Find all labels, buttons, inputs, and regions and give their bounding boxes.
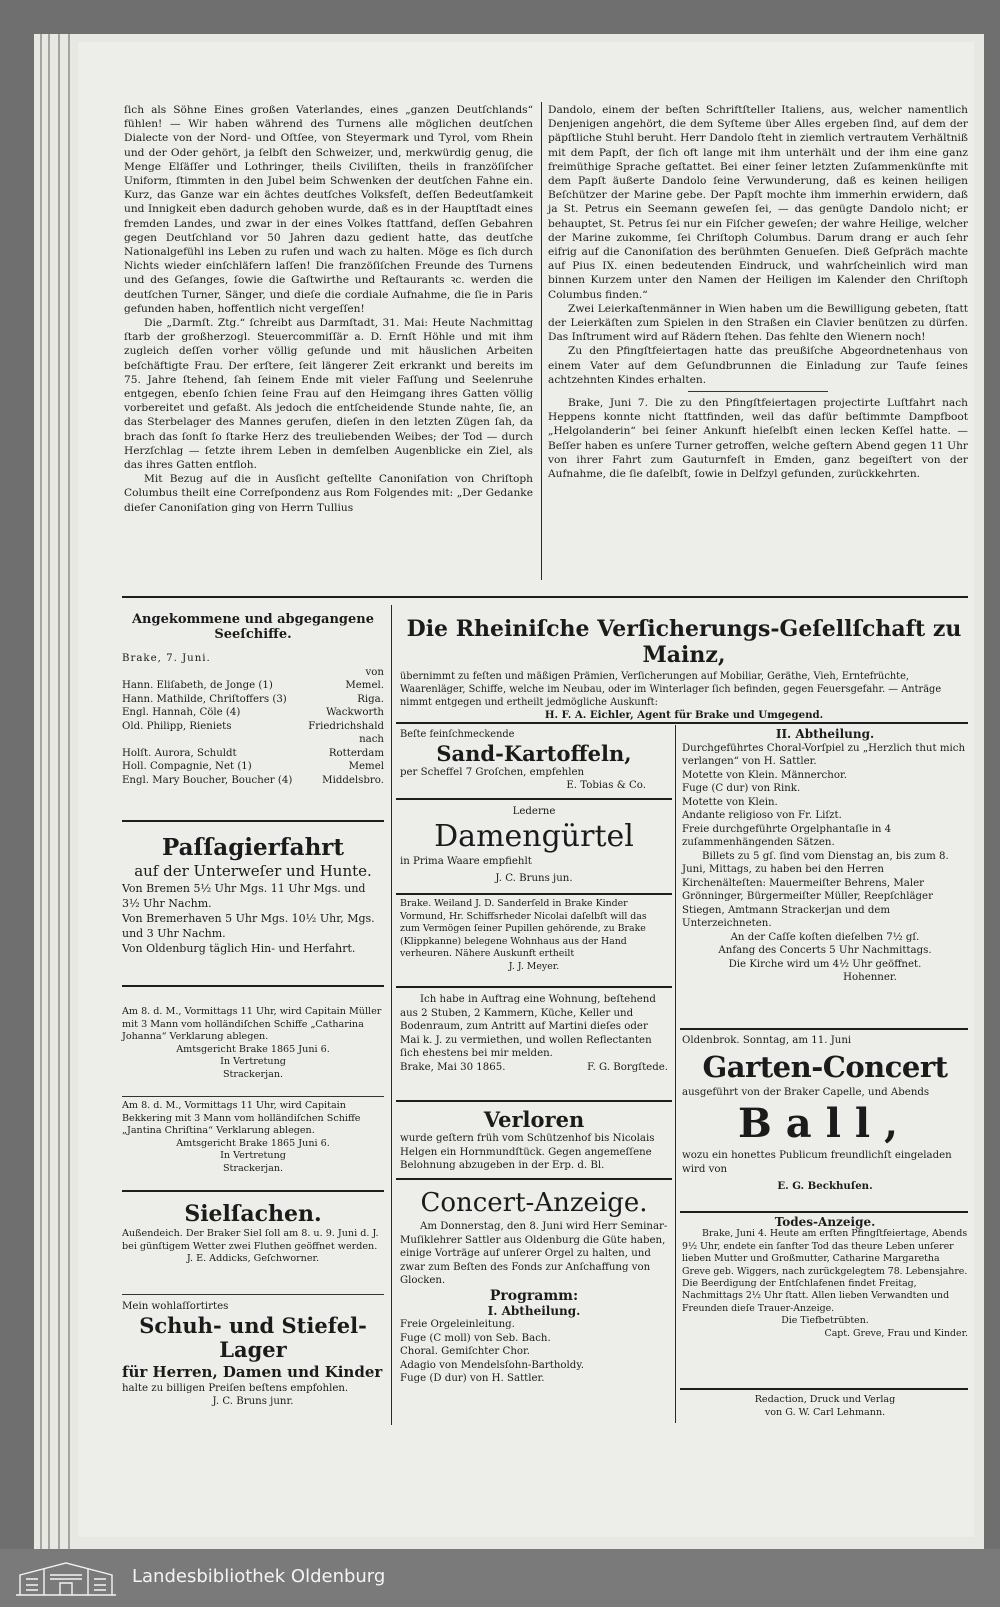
article-paragraph: ſich als Söhne Eines großen Vaterlandes, eines „ganzen Deutſchlands“ fühlen! — Wir haben während des Turnens alle möglichen deutſchen Dialecte von der Nord- und Oſtſee, von Steyermark und Tyrol, vom Rhein und der Oder gehört, ja ſelbſt den Schweizer, und, merkwürdig genug, die Menge Elſäſſer und Lothringer, theils Civiliſten, theils in franzöſiſcher Uniform, ſtimmten in den Jubel beim Schwenken der deutſchen Fahne ein. Kurz, das Ganze war ein ächtes deutſches Volksfeſt, deſſen Bedeutſamkeit und Innigkeit eben dadurch gehoben wurde, daß es in der Hauptſtadt eines fremden Landes, und zwar in der eines Volkes ſtattfand, deſſen Gebahren gegen Deutſchland vor 50 Jahren dazu gedient hatte, das deutſche Nationalgefühl ins Leben zu rufen und wach zu halten. Möge es ſich durch Nichts wieder einſchläfern laſſen! Die franzöſiſchen Freunde des Turnens und des Geſanges, ſowie die Gaſtwirthe und Reſtaurants ꝛc. werden die deutſchen Turner, Sänger, und dieſe die cordiale Aufnahme, die ſie in Paris gefunden haben, hoffentlich nicht vergeſſen! bbox=[124, 104, 533, 315]
apartment-sign: F. G. Borgſtede. bbox=[587, 1061, 668, 1073]
separator bbox=[688, 391, 828, 392]
death-mourners: Die Tiefbetrübten. bbox=[781, 1315, 869, 1327]
ad-rule bbox=[396, 798, 672, 800]
potatoes-ad bbox=[400, 728, 668, 793]
ship-name: Holl. Compagnie, Net (1) bbox=[122, 761, 252, 772]
ship-name: Hann. Mathilde, Chriſtoffers (3) bbox=[122, 693, 287, 705]
ship-row bbox=[122, 679, 384, 693]
shoes-sign: J. C. Bruns junr. bbox=[212, 1396, 294, 1407]
death-text: Brake, Juni 4. Heute am erſten Pfingſtfeiertage, Abends 9½ Uhr, endete ein ſanfter Tod das theure Leben unſerer lieben Mutter und Großmutter, Catharine Margaretha Greve geb. Wiggers, nach zurückgelegtem 78. Lebensjahre. Die Beerdigung der Entſchlafenen findet Freitag, Nachmittags 2½ Uhr ſtatt. Allen lieben Verwandten und Freunden dieſe Trauer-Anzeige. bbox=[682, 1228, 968, 1314]
sielsachen-text: Außendeich. Der Braker Siel ſoll am 8. u. 9. Juni d. J. bei günſtigem Wetter zwei Fluthen geöffnet werden. bbox=[122, 1228, 379, 1252]
ad-rule bbox=[122, 1294, 384, 1295]
ship-name: Engl. Mary Boucher, Boucher (4) bbox=[122, 774, 293, 786]
death-names: Capt. Greve, Frau und Kinder. bbox=[824, 1327, 968, 1339]
guardian-sign: J. J. Meyer. bbox=[508, 960, 560, 972]
insurance-ad bbox=[400, 616, 968, 723]
concert-start: Anfang des Concerts 5 Uhr Nachmittags. bbox=[718, 945, 932, 956]
belts-text: in Prima Waare empfiehlt bbox=[400, 855, 532, 867]
concert-item: Freie durchgeführte Orgelphantaſie in 4 zuſammenhängenden Sätzen. bbox=[682, 823, 892, 848]
ad-rule bbox=[396, 893, 672, 895]
garden-concert-ad bbox=[682, 1034, 968, 1194]
notice-court: Amtsgericht Brake 1865 Juni 6. bbox=[176, 1043, 330, 1055]
garden-date: Oldenbrok. Sonntag, am 11. Juni bbox=[682, 1035, 852, 1046]
section-rule bbox=[122, 596, 968, 598]
concert-door: An der Caſſe koſten dieſelben 7½ gſ. bbox=[730, 931, 920, 943]
ad-rule bbox=[396, 1100, 672, 1102]
ship-row bbox=[122, 774, 384, 788]
sielsachen-ad bbox=[122, 1200, 384, 1266]
concert-ad-continued bbox=[682, 728, 968, 985]
ship-row bbox=[122, 747, 384, 761]
concert-item: Fuge (D dur) von H. Sattler. bbox=[400, 1373, 545, 1384]
ship-port: Friedrichshald bbox=[308, 720, 384, 732]
ad-rule bbox=[122, 1190, 384, 1192]
notice-rep: In Vertretung bbox=[220, 1056, 286, 1067]
concert-item: Fuge (C dur) von Rink. bbox=[682, 783, 801, 794]
apartment-date: Brake, Mai 30 1865. bbox=[400, 1061, 506, 1073]
concert-text: Am Donnerstag, den 8. Juni wird Herr Seminar-Muſiklehrer Sattler aus Oldenburg die Güte haben, einige Vorträge auf unſerer Orgel zu halten, und zwar zum Beſten des Fonds zur Anſchaffung von Glocken. bbox=[400, 1221, 668, 1286]
article-paragraph: Zu den Pfingſtfeiertagen hatte das preußiſche Abgeordnetenhaus von einem Vater auf dem Geſundbrunnen die Einladung zur Taufe ſeines achtzehnten Kindes erhalten. bbox=[548, 345, 968, 386]
concert-tickets: Billets zu 5 gſ. ſind vom Dienstag an, bis zum 8. Juni, Mittags, zu haben bei den Herren Kirchenälteſten: Mauermeiſter Behrens, Maler Grönninger, Bürgermeiſter Müller, Reepſchläger Stiegen, Amtmann Strackerjan und dem Unterzeichneten. bbox=[682, 850, 949, 929]
ship-row bbox=[122, 706, 384, 720]
garden-title: Garten-Concert bbox=[702, 1049, 948, 1084]
potatoes-text: per Scheffel 7 Groſchen, empfehlen bbox=[400, 766, 585, 778]
column-divider bbox=[675, 725, 676, 1423]
insurance-text: übernimmt zu feſten und mäßigen Prämien, Verſicherungen auf Mobiliar, Geräthe, Vieh, Erntefrüchte, Waarenläger, Schiffe, welche im Neubau, oder im Winterlager ſich befinden, gegen Feuersgefahr. — Anträge nimmt entgegen und ertheilt jedmögliche Auskunft: bbox=[400, 671, 942, 708]
shoes-intro: Mein wohlaſſortirtes bbox=[122, 1301, 229, 1312]
concert-item: Choral. Gemiſchter Chor. bbox=[400, 1346, 530, 1357]
concert-item: Andante religioso von Fr. Liſzt. bbox=[682, 810, 842, 821]
concert-sign: Hohenner. bbox=[843, 972, 897, 983]
page-edge bbox=[48, 34, 50, 1549]
ad-rule bbox=[680, 1388, 968, 1390]
garden-ball: Ball, bbox=[737, 1100, 913, 1147]
notice-name: Strackerjan. bbox=[222, 1162, 284, 1174]
article-paragraph: Brake, Juni 7. Die zu den Pfingſtfeiertagen projectirte Luſtfahrt nach Heppens konnte nicht ſtattfinden, weil das dafür beſtimmte Dampfboot „Helgolanderin“ bei ſeiner Ankunft hieſelbſt einen lecken Keſſel hatte. — Beſſer haben es unſere Turner getroffen, welche geſtern Abend gegen 11 Uhr von ihrer Fahrt zum Gauturnfeſt in Emden, ganz begeiſtert von der Aufnahme, die ſie daſelbſt, ſowie in Delfzyl gefunden, zurückkehrten. bbox=[548, 397, 968, 481]
article-paragraph: Zwei Leierkaſtenmänner in Wien haben um die Bewilligung gebeten, ſtatt der Leierkäſten zum Spielen in den Straßen ein Clavier benützen zu dürfen. Das Inſtrument wird auf Rädern ſtehen. Das fehlte den Wienern noch! bbox=[548, 302, 968, 344]
concert-title: Concert-Anzeige. bbox=[420, 1188, 648, 1218]
ad-rule bbox=[680, 1211, 968, 1213]
insurance-sign: H. F. A. Eichler, Agent für Brake und Umgegend. bbox=[544, 709, 824, 721]
ships-date: Brake, 7. Juni. bbox=[122, 653, 211, 664]
notice-text: Am 8. d. M., Vormittags 11 Uhr, wird Capitain Bekkering mit 3 Mann vom holländiſchen Schiffe „Jantina Chriſtina“ Verklarung ablegen. bbox=[122, 1100, 361, 1136]
garden-sign: E. G. Beckhuſen. bbox=[777, 1180, 873, 1192]
notice-text: Am 8. d. M., Vormittags 11 Uhr, wird Capitain Müller mit 3 Mann vom holländiſchen Schiffe „Catharina Johanna“ Verklarung ablegen. bbox=[122, 1006, 382, 1042]
concert-part1: I. Abtheilung. bbox=[487, 1303, 581, 1318]
passenger-line: Von Oldenburg täglich Hin- und Herfahrt. bbox=[122, 942, 356, 955]
notice-court: Amtsgericht Brake 1865 Juni 6. bbox=[176, 1137, 330, 1149]
concert-part2: II. Abtheilung. bbox=[775, 727, 875, 741]
insurance-title: Die Rheiniſche Verſicherungs-Geſellſchaft zu Mainz, bbox=[406, 616, 962, 668]
sielsachen-title: Sielſachen. bbox=[184, 1201, 322, 1227]
concert-programm: Programm: bbox=[489, 1287, 579, 1304]
death-title: Todes-Anzeige. bbox=[774, 1215, 876, 1229]
ad-rule bbox=[396, 722, 968, 724]
column-divider bbox=[391, 605, 392, 1425]
ship-port: Middelsbro. bbox=[322, 774, 384, 786]
notice-name: Strackerjan. bbox=[222, 1068, 284, 1080]
potatoes-intro: Beſte feinſchmeckende bbox=[400, 729, 515, 740]
imprint-line: von G. W. Carl Lehmann. bbox=[764, 1406, 886, 1418]
ships-title: Angekommene und abgegangene Seeſchiffe. bbox=[131, 612, 375, 642]
ships-nach: nach bbox=[359, 734, 384, 745]
ad-rule bbox=[122, 985, 384, 987]
notice-rep: In Vertretung bbox=[220, 1150, 286, 1161]
ad-rule bbox=[680, 1028, 968, 1030]
ship-name: Engl. Hannah, Cöle (4) bbox=[122, 707, 241, 718]
belts-intro: Lederne bbox=[512, 806, 556, 817]
passenger-title: Paſſagierfahrt bbox=[161, 834, 345, 861]
shoes-title: Schuh- und Stiefel-Lager bbox=[139, 1312, 367, 1362]
article-paragraph: Dandolo, einem der beſten Schriftſteller Italiens, aus, welcher namentlich Denjenigen angehört, die dem Syſteme über Alles ergeben ſind, auf dem der päpſtliche Stuhl beruht. Herr Dandolo ſteht in ziemlich vertrautem Verhältniß mit dem Papſt, der ſich oft lange mit ihm unterhält und der ihm eine ganz freimüthige Sprache geſtattet. Bei einer ſeiner letzten Zuſammenkünfte mit dem Papſt äußerte Dandolo ſeine Verwunderung, daß es keinen heiligen Beſchützer der Marine gebe. Der Papſt mochte ihm immerhin erwidern, daß ja St. Petrus ein Seemann geweſen ſei, — das genügte Dandolo nicht; er behauptet, St. Petrus ſei nur ein Fiſcher geweſen; der wahre Heilige, welcher der Marine zukomme, ſei Chriſtoph Columbus. Darum drang er auch ſehr eifrig auf die Canoniſation des berühmten Genueſen. Dieß Geſpräch machte auf Pius IX. einen bedeutenden Eindruck, und wahrſcheinlich wird man binnen Kurzem unter den Namen der Heiligen im Kalender den Chriſtoph Columbus finden.“ bbox=[548, 104, 968, 301]
library-building-icon bbox=[14, 1559, 118, 1597]
concert-item: Motette von Klein. Männerchor. bbox=[682, 769, 847, 781]
page-edge bbox=[40, 34, 42, 1549]
belts-title: Damengürtel bbox=[434, 818, 634, 854]
potatoes-title: Sand-Kartoffeln, bbox=[436, 740, 632, 766]
concert-item: Durchgeführtes Choral-Vorſpiel zu „Herzlich thut mich verlangen“ von H. Sattler. bbox=[682, 742, 966, 767]
apartment-ad bbox=[400, 993, 668, 1074]
shoes-sub: für Herren, Damen und Kinder bbox=[122, 1362, 383, 1381]
concert-church: Die Kirche wird um 4½ Uhr geöffnet. bbox=[728, 958, 922, 970]
ad-rule bbox=[122, 1096, 384, 1097]
passenger-subtitle: auf der Unterweſer und Hunte. bbox=[134, 862, 372, 880]
ship-port: Riga. bbox=[357, 693, 384, 705]
concert-item: Motette von Klein. bbox=[682, 796, 778, 808]
concert-ad bbox=[400, 1186, 668, 1386]
passenger-ad bbox=[122, 834, 384, 956]
ship-port: Wackworth bbox=[326, 707, 384, 718]
library-footer bbox=[0, 1549, 1000, 1607]
court-notice-2 bbox=[122, 1100, 384, 1175]
ad-rule bbox=[122, 820, 384, 822]
ship-row bbox=[122, 760, 384, 774]
ship-port: Rotterdam bbox=[328, 747, 384, 759]
article-column-right bbox=[548, 103, 968, 481]
ad-rule bbox=[396, 986, 672, 988]
page-edge bbox=[58, 34, 60, 1549]
column-divider bbox=[541, 102, 542, 580]
article-column-left bbox=[124, 103, 533, 515]
death-notice bbox=[682, 1216, 968, 1340]
concert-item: Fuge (C moll) von Seb. Bach. bbox=[400, 1332, 551, 1344]
shoes-ad bbox=[122, 1300, 384, 1409]
lost-title: Verloren bbox=[483, 1107, 585, 1132]
article-paragraph: Die „Darmſt. Ztg.“ ſchreibt aus Darmſtadt, 31. Mai: Heute Nachmittag ſtarb der großherzogl. Steuercommiſſär a. D. Ernſt Höhle und mit ihm zugleich deſſen vorher völlig geſunde und mit häuslichen Arbeiten beſchäftigte Frau. Der erſtere, ſeit längerer Zeit erkrankt und bereits im 75. Jahre ſtehend, ſah ſeinem Ende mit vieler Faſſung und Seelenruhe entgegen, ebenſo ſchien ſeine Frau auf den Heimgang ihres Gatten völlig vorbereitet und gefaßt. Als jedoch die entſcheidende Stunde nahte, ſie, an das Sterbelager des Mannes gerufen, dieſen in den letzten Zügen ſah, da brach das ſonſt ſo ſtarke Herz des treuliebenden Weibes; der Tod — durch Herzſchlag — ſetzte ihrem Leben in demſelben Augenblicke ein Ziel, als das ihres Gatten entfloh. bbox=[124, 317, 533, 472]
ship-port: Memel. bbox=[345, 680, 384, 691]
ad-rule bbox=[396, 1178, 672, 1180]
guardian-notice bbox=[400, 898, 668, 974]
ship-row bbox=[122, 720, 384, 734]
ship-name: Old. Philipp, Rieniets bbox=[122, 720, 232, 732]
imprint-line: Redaction, Druck und Verlag bbox=[754, 1394, 896, 1405]
apartment-footer bbox=[400, 1061, 668, 1075]
passenger-line: Von Bremen 5½ Uhr Mgs. 11 Uhr Mgs. und 3½ Uhr Nachm. bbox=[122, 882, 366, 910]
garden-text: ausgeführt von der Braker Capelle, und Abends bbox=[682, 1086, 930, 1098]
ships-von: von bbox=[365, 666, 384, 678]
belts-ad bbox=[400, 805, 668, 886]
belts-sign: J. C. Bruns jun. bbox=[495, 873, 573, 884]
imprint bbox=[682, 1394, 968, 1419]
ships-notice bbox=[122, 612, 384, 787]
lost-text: wurde geſtern früh vom Schützenhof bis Nicolais Helgen ein Hornmundſtück. Gegen angemeſſene Belohnung abzugeben in der Erp. d. Bl. bbox=[400, 1133, 655, 1171]
apartment-text: Ich habe in Auftrag eine Wohnung, beſtehend aus 2 Stuben, 2 Kammern, Küche, Keller und Bodenraum, zum Antritt auf Martini dieſes oder Mai k. J. zu vermiethen, und wollen Reflectanten ſich ehestens bei mir melden. bbox=[400, 994, 656, 1059]
page-edge bbox=[68, 34, 70, 1549]
passenger-line: Von Bremerhaven 5 Uhr Mgs. 10½ Uhr, Mgs. und 3 Uhr Nachm. bbox=[122, 912, 375, 940]
court-notice-1 bbox=[122, 1006, 384, 1081]
potatoes-sign: E. Tobias & Co. bbox=[566, 780, 646, 791]
garden-invite: wozu ein honettes Publicum freundlichſt eingeladen wird von bbox=[682, 1150, 952, 1175]
sielsachen-sign: J. E. Addicks, Geſchworner. bbox=[186, 1253, 320, 1264]
concert-item: Adagio von Mendelsſohn-Bartholdy. bbox=[400, 1359, 584, 1371]
concert-item: Freie Orgeleinleitung. bbox=[400, 1319, 515, 1330]
ship-row bbox=[122, 693, 384, 707]
ship-port: Memel bbox=[348, 761, 384, 772]
library-name: Landesbibliothek Oldenburg bbox=[132, 1566, 386, 1587]
shoes-text: halte zu billigen Preiſen beſtens empfohlen. bbox=[122, 1382, 349, 1394]
lost-ad bbox=[400, 1108, 668, 1173]
article-paragraph: Mit Bezug auf die in Ausſicht geſtellte Canoniſation von Chriſtoph Columbus theilt eine Correſpondenz aus Rom Folgendes mit: „Der Gedanke dieſer Canoniſation ging von Herrn Tullius bbox=[124, 473, 533, 514]
guardian-text: Brake. Weiland J. D. Sanderſeld in Brake Kinder Vormund, Hr. Schiffsrheder Nicolai daſelbſt will das zum Vermögen ſeiner Pupillen gehörende, zu Brake (Klippkanne) belegene Wohnhaus aus der Hand verheuren. Nähere Auskunft ertheilt bbox=[400, 898, 647, 960]
ship-name: Holſt. Aurora, Schuldt bbox=[122, 747, 237, 759]
ship-name: Hann. Eliſabeth, de Jonge (1) bbox=[122, 680, 273, 691]
